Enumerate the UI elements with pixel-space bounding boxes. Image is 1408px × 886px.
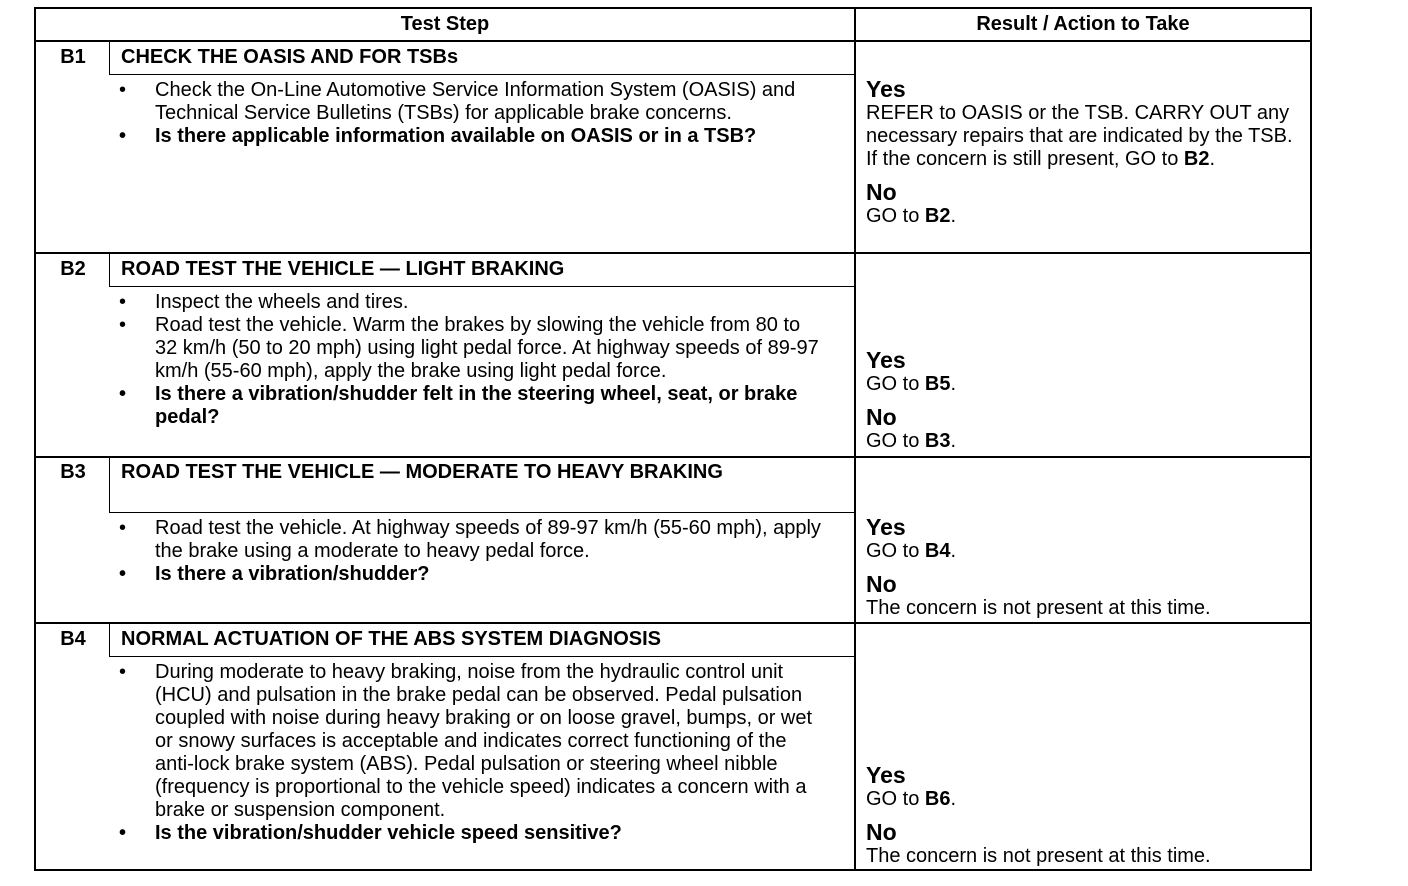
- step-title: ROAD TEST THE VEHICLE — MODERATE TO HEAVY BRAKING: [121, 461, 723, 483]
- step-bullets: [117, 79, 827, 148]
- step-result: [866, 347, 1296, 461]
- step-bullets: [117, 517, 827, 586]
- no-block: No GO to B2.: [866, 179, 1296, 228]
- step-result: [866, 762, 1296, 876]
- no-ref: B2: [924, 205, 951, 227]
- b3-title-divider: [110, 512, 855, 513]
- no-block: [866, 571, 1296, 620]
- step-title: NORMAL ACTUATION OF THE ABS SYSTEM DIAGNOSIS: [121, 628, 662, 650]
- b1-title-divider: [110, 74, 855, 75]
- yes-ref: B5: [924, 373, 951, 395]
- step-question: • Is there applicable information available on OASIS or in a TSB?: [119, 125, 757, 147]
- yes-label: Yes: [866, 347, 906, 373]
- yes-text: GO to: [866, 788, 925, 810]
- no-label: No: [866, 404, 897, 430]
- step-question: • Is there a vibration/shudder felt in the steering wheel, seat, or brake pedal?: [119, 383, 798, 428]
- yes-block: Yes GO to B6.: [866, 762, 1296, 811]
- step-title: ROAD TEST THE VEHICLE — LIGHT BRAKING: [121, 258, 565, 280]
- step-id: B3: [60, 461, 86, 483]
- yes-label: Yes: [866, 514, 906, 540]
- header-bottom-border: [34, 40, 1312, 42]
- list-item: • Road test the vehicle. Warm the brakes by slowing the vehicle from 80 to 32 km/h (50 to 20 mph) using light pedal force. At highway speeds of 89-97 km/h (55-60 mph), apply the brake using light pedal force.: [119, 314, 819, 382]
- header-result-action: Result / Action to Take: [976, 12, 1190, 35]
- step-id: B4: [60, 628, 86, 650]
- no-label: No: [866, 179, 897, 205]
- no-text: GO to: [866, 205, 925, 227]
- no-block: [866, 819, 1296, 868]
- step-result: [866, 76, 1296, 236]
- yes-block: Yes GO to B4.: [866, 514, 1296, 563]
- no-text: The concern is not present at this time.: [866, 845, 1211, 867]
- no-text: The concern is not present at this time.: [866, 597, 1211, 619]
- step-bullets: [117, 291, 827, 429]
- no-ref: B3: [924, 430, 951, 452]
- step-result: [866, 514, 1296, 628]
- table-left-border: [34, 7, 36, 871]
- yes-text: REFER to OASIS or the TSB. CARRY OUT any necessary repairs that are indicated by the TSB. If the concern is still present, GO to: [866, 102, 1293, 170]
- b2-title-divider: [110, 286, 855, 287]
- list-item: • Inspect the wheels and tires.: [119, 291, 409, 313]
- no-text: GO to: [866, 430, 925, 452]
- list-item: • Road test the vehicle. At highway speeds of 89-97 km/h (55-60 mph), apply the brake using a moderate to heavy pedal force.: [119, 517, 821, 562]
- step-question: • Is there a vibration/shudder?: [119, 563, 430, 585]
- list-item: • Check the On-Line Automotive Service Information System (OASIS) and Technical Service Bulletins (TSBs) for applicable brake concerns.: [119, 79, 796, 124]
- no-label: No: [866, 571, 897, 597]
- yes-ref: B4: [924, 540, 951, 562]
- table-right-border: [1310, 7, 1312, 871]
- yes-ref: B2: [1183, 148, 1210, 170]
- yes-block: Yes GO to B5.: [866, 347, 1296, 396]
- step-bullets: [117, 661, 827, 845]
- list-item: • During moderate to heavy braking, noise from the hydraulic control unit (HCU) and pulsation in the brake pedal can be observed. Pedal pulsation coupled with noise during heavy braking or on loose gravel, bumps, or wet or snowy surfaces is acceptable and indicates correct functioning of the anti-lock brake system (ABS). Pedal pulsation or steering wheel nibble (frequency is proportional to the vehicle speed) indicates a concern with a brake or suspension component.: [119, 661, 813, 821]
- header-test-step: Test Step: [400, 12, 490, 35]
- no-label: No: [866, 819, 897, 845]
- step-id: B2: [60, 258, 86, 280]
- column-divider: [854, 7, 856, 871]
- yes-ref: B6: [924, 788, 951, 810]
- yes-label: Yes: [866, 76, 906, 102]
- yes-text: GO to: [866, 373, 925, 395]
- yes-block: Yes REFER to OASIS or the TSB. CARRY OUT any necessary repairs that are indicated by the TSB. If the concern is still present, GO to B2.: [866, 76, 1296, 171]
- b1-bottom-border: [34, 252, 1312, 254]
- b4-title-divider: [110, 656, 855, 657]
- step-id: B1: [60, 46, 86, 68]
- yes-text: GO to: [866, 540, 925, 562]
- yes-label: Yes: [866, 762, 906, 788]
- step-question: • Is the vibration/shudder vehicle speed sensitive?: [119, 822, 622, 844]
- step-title: CHECK THE OASIS AND FOR TSBs: [121, 46, 459, 68]
- no-block: No GO to B3.: [866, 404, 1296, 453]
